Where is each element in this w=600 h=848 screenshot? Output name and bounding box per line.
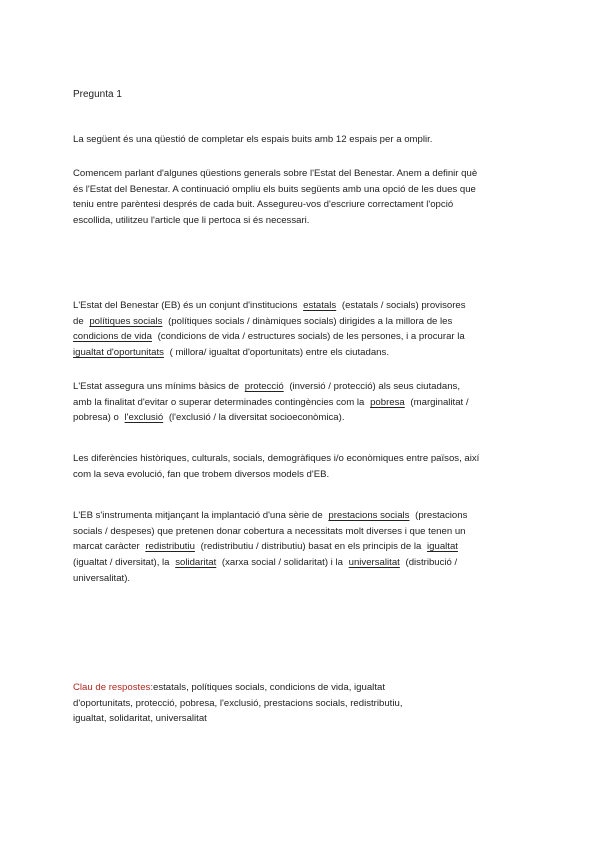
text-fragment: (marginalitat / bbox=[410, 396, 469, 408]
text-fragment: (igualtat / diversitat), la bbox=[73, 557, 170, 569]
paragraph-line bbox=[73, 345, 543, 361]
paragraph-models bbox=[73, 451, 543, 482]
instructions-paragraph bbox=[73, 166, 543, 229]
paragraph-line bbox=[73, 298, 543, 314]
text-fragment: L'EB s'instrumenta mitjançant la implantació d'una sèrie de bbox=[73, 510, 323, 521]
text-fragment: L'Estat assegura uns mínims bàsics de bbox=[73, 381, 240, 392]
text-fragment: marcat caràcter bbox=[73, 541, 140, 553]
text-fragment: amb la finalitat d'evitar o superar determinades contingències com la bbox=[73, 396, 365, 408]
paragraph-line bbox=[73, 539, 543, 555]
answer-key-text: estatals, polítiques socials, condicions de vida, igualtat bbox=[153, 682, 385, 693]
answer-blank-9: redistributiu bbox=[145, 541, 195, 553]
text-fragment: (polítiques socials / dinàmiques socials) dirigides a la millora de les bbox=[168, 315, 453, 327]
answer-blank-7: l'exclusió bbox=[124, 412, 164, 424]
answer-blank-8: prestacions socials bbox=[328, 510, 410, 521]
paragraph-protection bbox=[73, 379, 543, 426]
text-fragment: pobresa) o bbox=[73, 412, 119, 424]
text-fragment: (inversió / protecció) als seus ciutadans, bbox=[289, 381, 460, 392]
instructions-line: teniu entre parèntesi després de cada buit. Assegureu-vos d'escriure correctament l'opció bbox=[73, 199, 454, 211]
text-fragment: (condicions de vida / estructures socials) de les persones, i a procurar la bbox=[157, 331, 465, 343]
answer-key-line bbox=[73, 680, 543, 696]
answer-key-line: igualtat, solidaritat, universalitat bbox=[73, 713, 207, 725]
paragraph-instruments bbox=[73, 508, 543, 586]
intro-text: La següent és una qüestió de completar els espais buits amb 12 espais per a omplir. bbox=[73, 134, 433, 145]
text-fragment: (redistributiu / distributiu) basat en els principis de la bbox=[200, 541, 422, 553]
answer-blank-2: polítiques socials bbox=[89, 315, 163, 327]
text-fragment: L'Estat del Benestar (EB) és un conjunt d'institucions bbox=[73, 300, 298, 311]
paragraph-line bbox=[73, 314, 543, 330]
paragraph-line bbox=[73, 508, 543, 524]
text-fragment: (xarxa social / solidaritat) i la bbox=[221, 557, 343, 569]
paragraph-line bbox=[73, 410, 543, 426]
paragraph-definition bbox=[73, 298, 543, 361]
answer-blank-1: estatals bbox=[303, 300, 337, 311]
text-fragment: (l'exclusió / la diversitat socioeconòmica). bbox=[168, 412, 345, 424]
question-title: Pregunta 1 bbox=[73, 89, 122, 100]
instructions-line: escollida, utilitzeu l'article que li pertoca si és necessari. bbox=[73, 215, 310, 227]
answer-blank-11: solidaritat bbox=[175, 557, 217, 569]
paragraph-line: universalitat). bbox=[73, 572, 131, 584]
text-fragment: (prestacions bbox=[415, 510, 468, 521]
text-fragment: de bbox=[73, 315, 84, 327]
paragraph-line: Les diferències històriques, culturals, socials, demogràfiques i/o econòmiques entre països, així bbox=[73, 453, 480, 464]
paragraph-line: socials / despeses) que pretenen donar cobertura a necessitats molt diverses i que tenen un bbox=[73, 525, 466, 537]
instructions-line: Comencem parlant d'algunes qüestions generals sobre l'Estat del Benestar. Anem a definir què bbox=[73, 168, 478, 179]
answer-blank-3: condicions de vida bbox=[73, 331, 152, 343]
text-fragment: ( millora/ igualtat d'oportunitats) entre els ciutadans. bbox=[169, 347, 389, 359]
paragraph-line: com la seva evolució, fan que trobem diversos models d'EB. bbox=[73, 468, 330, 480]
paragraph-line bbox=[73, 395, 543, 411]
paragraph-line bbox=[73, 329, 543, 345]
paragraph-line bbox=[73, 555, 543, 571]
answer-key-line: d'oportunitats, protecció, pobresa, l'exclusió, prestacions socials, redistributiu, bbox=[73, 697, 403, 709]
answer-blank-4: igualtat d'oportunitats bbox=[73, 347, 164, 359]
text-fragment: (distribució / bbox=[405, 557, 458, 569]
answer-blank-12: universalitat bbox=[348, 557, 400, 569]
answer-key bbox=[73, 680, 543, 727]
answer-key-label: Clau de respostes: bbox=[73, 682, 153, 693]
paragraph-line bbox=[73, 379, 543, 395]
answer-blank-5: protecció bbox=[244, 381, 284, 392]
text-fragment: (estatals / socials) provisores bbox=[341, 300, 466, 311]
answer-blank-10: igualtat bbox=[427, 541, 458, 553]
answer-blank-6: pobresa bbox=[370, 396, 405, 408]
instructions-line: és l'Estat del Benestar. A continuació ompliu els buits següents amb una opció de les dues que bbox=[73, 183, 476, 195]
